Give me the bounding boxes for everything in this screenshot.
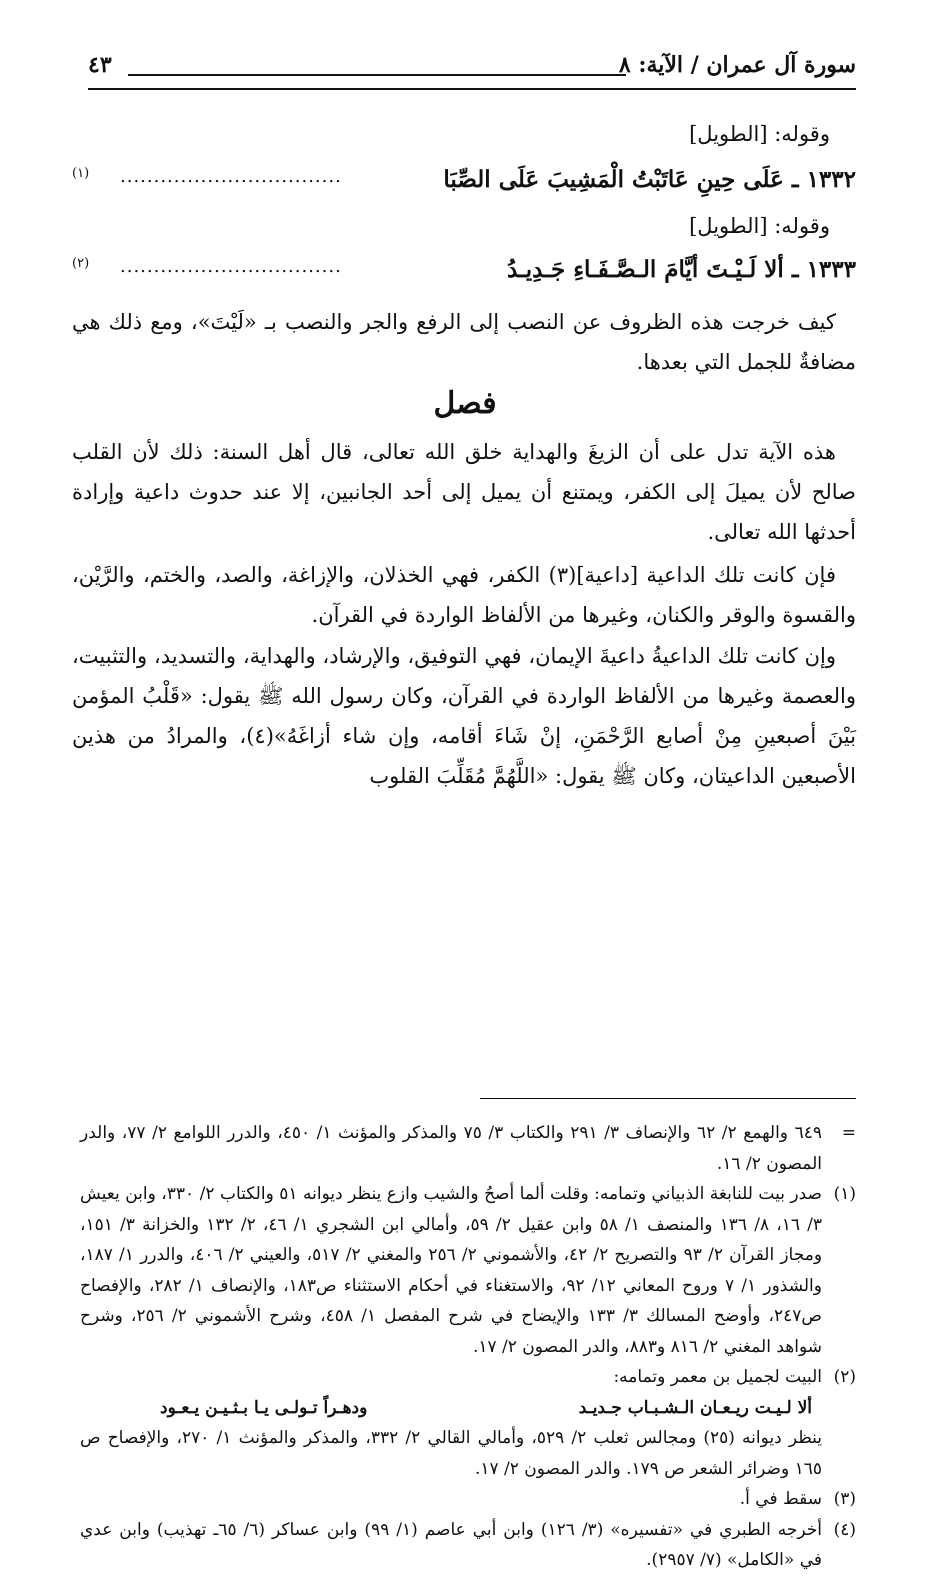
paragraph: هذه الآية تدل على أن الزيغَ والهداية خلق الله تعالى، قال أهل السنة: ذلك لأن القلب صالح لأن يميلَ إلى الكفر، ويمتنع أن يميل إلى أحد الجانبين، إلا عند حدوث داعية وإرادة أحدثها الله تعالى.: [72, 440, 856, 544]
verse-text: ١٣٣٢ ـ عَلَى حِينِ عَاتَبْتُ الْمَشِيبَ عَلَى الصِّبَا: [443, 166, 856, 193]
footnotes: [80, 1118, 856, 1576]
verse-line: [72, 256, 856, 296]
footnote-text: صدر بيت للنابغة الذبياني وتمامه: وقلت ألما أصحُ والشيب وازع ينظر ديوانه ٥١ والكتاب ٢/ ٣٣٠، وابن يعيش ٣/ ١٦، ٨/ ١٣٦ والمنصف ١/ ٥٨ وابن عقيل ٢/ ٥٩، وأمالي ابن الشجري ١/ ٤٦، ٢/ ١٣٢ والخزانة ٣/ ١٥١، ومجاز القرآن ٢/ ٩٣ والتصريح ٢/ ٤٢، والأشموني ٢/ ٢٥٦ والمغني ٢/ ٥١٧، والعيني ٢/ ٤٠٦، والدرر ١/ ١٨٧، والشذور ١/ ٧ وروح المعاني ١٢/ ٩٢، والاستغناء في أحكام الاستثناء ص١٨٣، والإنصاف ١/ ٢٨٢، والإفصاح ص٢٤٧، وأوضح المسالك ٣/ ١٣٣ والإيضاح في شرح المفصل ١/ ٤٥٨، وشرح الأشموني ٢/ ٢٥٦، وشرح شواهد المغني ٢/ ٨١٦ و٨٨٣، والدر المصون ٢/ ١٧.: [80, 1184, 823, 1357]
footnote-marker: (٣): [833, 1489, 856, 1509]
verse-text: ١٣٣٣ ـ ألا لَـيْـتَ أيَّامَ الـصَّـفَـاءِ جَـدِيـدُ: [506, 256, 856, 283]
footnote-marker: =: [841, 1123, 856, 1143]
page-header: [88, 52, 856, 86]
footnote-marker: (١): [833, 1184, 856, 1204]
footnote-text: ٦٤٩ والهمع ٢/ ٦٢ والإنصاف ٣/ ٢٩١ والكتاب ٣/ ٧٥ والمذكر والمؤنث ١/ ٤٥٠، والدرر اللوامع ٢/ ٧٧، والدر المصون ٢/ ١٦.: [80, 1123, 822, 1174]
verse-dots: .................................: [120, 166, 342, 187]
running-title: سورة آل عمران / الآية: ٨: [618, 52, 856, 78]
footnote-marker: (٤): [833, 1519, 856, 1540]
footnote-separator: [480, 1098, 856, 1099]
verse-line: [72, 166, 856, 206]
verse-dots: .................................: [120, 256, 342, 277]
footnote: [80, 1118, 856, 1179]
poem-hemistich: ودهـراً تـولـى يـا بـثـيـن يـعـود: [160, 1397, 368, 1418]
footnote: [80, 1179, 856, 1362]
poem-line: [80, 1393, 822, 1424]
footnote-text: أخرجه الطبري في «تفسيره» (٣/ ١٢٦) وابن أبي عاصم (١/ ٩٩) وابن عساكر (٦/ ٦٥ـ تهذيب) وابن عدي في «الكامل» (٧/ ٢٩٥٧).: [80, 1519, 822, 1570]
footnote-ref: (١): [72, 166, 90, 181]
header-rule: [128, 74, 626, 76]
footnote: [80, 1362, 856, 1484]
footnote: [80, 1484, 856, 1515]
paragraph: وإن كانت تلك الداعيةُ داعيةَ الإيمان، فهي التوفيق، والإرشاد، والهداية، والتسديد، والتثبيت، والعصمة وغيرها من الألفاظ الواردة في القرآن، وكان رسول الله ﷺ يقول: «قَلْبُ المؤمن بَيْنَ أصبعينِ مِنْ أصابع الرَّحْمَنِ، إنْ شَاءَ أقامه، وإن شاء أزاغَهُ»(٤)، والمرادُ من هذين الأصبعين الداعيتان، وكان ﷺ يقول: «اللَّهُمَّ مُقَلِّبَ القلوب: [72, 644, 856, 788]
footnote-text: ينظر ديوانه (٢٥) ومجالس ثعلب ٢/ ٥٢٩، وأمالي القالي ٢/ ٣٣٢، والمذكر والمؤنث ١/ ٢٧٠، والإفصاح ص ١٦٥ وضرائر الشعر ص ١٧٩. والدر المصون ٢/ ١٧.: [80, 1428, 823, 1479]
footnote: [80, 1515, 856, 1576]
footnote-text: البيت لجميل بن معمر وتمامه:: [613, 1367, 822, 1387]
paragraph: كيف خرجت هذه الظروف عن النصب إلى الرفع والجر والنصب بـ «لَيْتَ»، ومع ذلك هي مضافةٌ للجمل التي بعدها.: [72, 310, 856, 374]
footnote-marker: (٢): [833, 1367, 856, 1387]
verse-intro: وقوله: [الطويل]: [689, 214, 830, 238]
poem-hemistich: ألا لـيـت ريـعـان الـشـبـاب جـديـد: [578, 1397, 812, 1418]
page-number: ٤٣: [88, 52, 112, 78]
header-underline: [88, 88, 856, 90]
section-title: فصل: [433, 386, 497, 421]
footnote-text: سقط في أ.: [739, 1489, 822, 1509]
verse-intro: وقوله: [الطويل]: [689, 122, 830, 146]
paragraph: فإن كانت تلك الداعية [داعية](٣) الكفر، فهي الخذلان، والإزاغة، والصد، والختم، والرَّيْن، والقسوة والوقر والكنان، وغيرها من الألفاظ الواردة في القرآن.: [72, 563, 856, 627]
footnote-ref: (٢): [72, 256, 90, 271]
